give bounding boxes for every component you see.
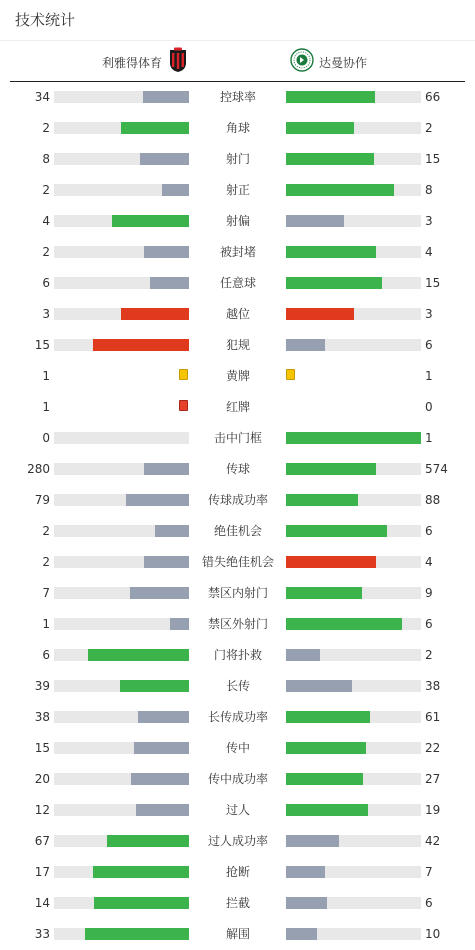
home-stat-bar-fill (121, 122, 189, 134)
away-stat-bar-fill (286, 618, 402, 630)
stat-label: 射门 (225, 152, 250, 166)
away-stat-bar-fill (286, 122, 354, 134)
stat-row (0, 454, 475, 485)
stat-label: 解围 (225, 927, 250, 941)
home-stat-bar-fill (85, 928, 189, 940)
home-stat-bar (54, 680, 189, 692)
away-stat-bar-fill (286, 835, 339, 847)
stat-row (0, 516, 475, 547)
away-stat-value: 15 (425, 276, 441, 290)
stat-row (0, 702, 475, 733)
stat-label: 传球 (225, 462, 250, 476)
away-stat-bar (286, 742, 421, 754)
home-stat-bar (54, 835, 189, 847)
home-stat-bar (54, 215, 189, 227)
away-stat-bar-fill (286, 866, 325, 878)
away-stat-bar (286, 215, 421, 227)
home-stat-bar-fill (170, 618, 189, 630)
home-stat-bar-fill (143, 91, 189, 103)
away-stat-bar-fill (286, 246, 376, 258)
away-stat-bar (286, 680, 421, 692)
home-stat-bar-fill (155, 525, 189, 537)
stat-row (0, 206, 475, 237)
away-stat-value: 6 (425, 338, 433, 352)
away-stat-bar (286, 122, 421, 134)
away-stat-value: 42 (425, 834, 441, 848)
away-stat-bar-fill (286, 897, 327, 909)
away-stat-bar (286, 308, 421, 320)
home-stat-bar (54, 153, 189, 165)
stat-label: 犯规 (225, 338, 250, 352)
away-stat-value: 9 (425, 586, 433, 600)
away-stat-value: 1 (425, 369, 433, 383)
home-stat-bar-fill (140, 153, 189, 165)
stat-row (0, 485, 475, 516)
away-stat-bar-fill (286, 649, 320, 661)
stat-label: 被封堵 (219, 245, 256, 259)
home-stat-bar (54, 184, 189, 196)
stat-row (0, 237, 475, 268)
stat-row (0, 857, 475, 888)
home-stat-value: 20 (34, 772, 50, 786)
stat-row (0, 423, 475, 454)
away-stat-value: 66 (425, 90, 441, 104)
home-stat-bar-fill (138, 711, 189, 723)
home-stat-bar (54, 308, 189, 320)
away-stat-value: 6 (425, 896, 433, 910)
stat-row (0, 919, 475, 950)
home-stat-bar (54, 339, 189, 351)
stat-label: 红牌 (225, 400, 250, 414)
stat-row (0, 299, 475, 330)
stat-label: 传球成功率 (207, 493, 268, 507)
home-stat-bar-fill (93, 866, 189, 878)
home-stat-bar (54, 587, 189, 599)
away-stat-bar (286, 711, 421, 723)
away-stat-bar (286, 463, 421, 475)
home-stat-bar (54, 463, 189, 475)
home-stat-value: 34 (34, 90, 50, 104)
stat-label: 抢断 (225, 865, 250, 879)
home-stat-value: 12 (34, 803, 50, 817)
away-stat-value: 7 (425, 865, 433, 879)
away-stat-bar-fill (286, 215, 344, 227)
stats-list (0, 82, 475, 950)
home-stat-value: 15 (34, 741, 50, 755)
stat-row (0, 764, 475, 795)
away-stat-bar-fill (286, 277, 382, 289)
home-stat-bar-fill (150, 277, 189, 289)
away-stat-bar-fill (286, 463, 376, 475)
home-team-name: 利雅得体育 (101, 55, 162, 70)
away-stat-bar (286, 153, 421, 165)
away-stat-bar-fill (286, 773, 363, 785)
away-stat-bar (286, 866, 421, 878)
away-stat-value: 6 (425, 617, 433, 631)
home-stat-value: 1 (42, 369, 50, 383)
away-stat-bar (286, 928, 421, 940)
away-team[interactable] (290, 46, 367, 78)
away-stat-bar-fill (286, 494, 358, 506)
home-stat-value: 280 (27, 462, 50, 476)
home-stat-bar-fill (107, 835, 189, 847)
home-stat-value: 8 (42, 152, 50, 166)
away-stat-bar (286, 649, 421, 661)
stat-label: 门将扑救 (213, 648, 262, 662)
home-stat-bar (54, 122, 189, 134)
away-stat-bar (286, 618, 421, 630)
home-stat-value: 6 (42, 276, 50, 290)
home-stat-bar (54, 711, 189, 723)
home-stat-bar (54, 494, 189, 506)
away-stat-bar (286, 897, 421, 909)
away-stat-value: 22 (425, 741, 441, 755)
away-stat-bar (286, 525, 421, 537)
home-stat-value: 0 (42, 431, 50, 445)
home-stat-bar-fill (126, 494, 189, 506)
stat-row (0, 888, 475, 919)
home-stat-value: 33 (34, 927, 50, 941)
away-stat-value: 574 (425, 462, 448, 476)
away-stat-bar (286, 804, 421, 816)
away-stat-bar-fill (286, 308, 354, 320)
home-stat-value: 2 (42, 245, 50, 259)
home-stat-value: 2 (42, 183, 50, 197)
home-stat-value: 2 (42, 524, 50, 538)
home-stat-bar (54, 928, 189, 940)
away-stat-value: 88 (425, 493, 441, 507)
title-divider (0, 40, 475, 41)
away-stat-bar (286, 773, 421, 785)
home-stat-bar-fill (134, 742, 189, 754)
stat-label: 过人 (225, 803, 250, 817)
home-stat-bar-fill (144, 246, 189, 258)
home-stat-bar (54, 525, 189, 537)
away-stat-bar-fill (286, 742, 366, 754)
stat-row (0, 268, 475, 299)
away-stat-bar-fill (286, 711, 370, 723)
home-stat-value: 3 (42, 307, 50, 321)
home-stat-value: 17 (34, 865, 50, 879)
away-stat-bar-fill (286, 680, 352, 692)
stat-label: 角球 (225, 121, 250, 135)
away-stat-value: 19 (425, 803, 441, 817)
home-team-logo-icon (168, 47, 188, 77)
home-stat-value: 6 (42, 648, 50, 662)
stat-row (0, 826, 475, 857)
away-stat-bar (286, 835, 421, 847)
home-stat-value: 79 (34, 493, 50, 507)
stat-label: 任意球 (219, 276, 256, 290)
stat-row (0, 671, 475, 702)
home-stat-bar (54, 556, 189, 568)
home-stat-value: 38 (34, 710, 50, 724)
home-stat-bar-fill (136, 804, 189, 816)
home-stat-bar-fill (162, 184, 189, 196)
away-stat-value: 0 (425, 400, 433, 414)
away-stat-value: 2 (425, 648, 433, 662)
away-team-logo-icon (290, 48, 314, 76)
home-stat-value: 4 (42, 214, 50, 228)
away-stat-value: 1 (425, 431, 433, 445)
away-stat-bar (286, 556, 421, 568)
stat-label: 控球率 (219, 90, 256, 104)
stat-row (0, 175, 475, 206)
home-stat-value: 14 (34, 896, 50, 910)
away-stat-bar (286, 184, 421, 196)
stat-row (0, 578, 475, 609)
stat-row (0, 113, 475, 144)
home-stat-bar (54, 91, 189, 103)
away-team-name: 达曼协作 (319, 55, 368, 70)
stat-row (0, 640, 475, 671)
stat-row (0, 795, 475, 826)
stat-label: 越位 (225, 307, 250, 321)
home-stat-bar (54, 773, 189, 785)
away-stat-bar (286, 246, 421, 258)
home-stat-bar (54, 432, 189, 444)
away-stat-bar-fill (286, 432, 421, 444)
stat-label: 禁区内射门 (207, 586, 268, 600)
home-stat-bar (54, 277, 189, 289)
stat-row (0, 609, 475, 640)
red-card-icon (179, 400, 188, 411)
home-stat-bar (54, 897, 189, 909)
away-stat-bar-fill (286, 184, 394, 196)
home-stat-bar-fill (121, 308, 189, 320)
away-stat-value: 3 (425, 214, 433, 228)
away-stat-value: 10 (425, 927, 441, 941)
stat-label: 射偏 (225, 214, 250, 228)
stat-label: 绝佳机会 (213, 524, 262, 538)
away-stat-value: 2 (425, 121, 433, 135)
home-stat-bar-fill (120, 680, 189, 692)
away-stat-value: 3 (425, 307, 433, 321)
stat-label: 传中成功率 (207, 772, 268, 786)
away-stat-bar (286, 494, 421, 506)
away-stat-value: 4 (425, 555, 433, 569)
home-stat-value: 39 (34, 679, 50, 693)
away-stat-bar (286, 587, 421, 599)
stat-label: 长传 (225, 679, 250, 693)
away-stat-bar-fill (286, 91, 375, 103)
stat-label: 击中门框 (213, 431, 262, 445)
home-stat-bar-fill (130, 587, 189, 599)
home-stat-bar-fill (144, 463, 189, 475)
away-stat-value: 61 (425, 710, 441, 724)
teams-header (0, 46, 475, 78)
stat-label: 禁区外射门 (207, 617, 268, 631)
away-stat-bar-fill (286, 153, 374, 165)
home-team[interactable] (102, 46, 188, 78)
away-stat-value: 4 (425, 245, 433, 259)
page-title: 技术统计 (15, 11, 76, 29)
home-stat-bar-fill (131, 773, 189, 785)
stat-label: 长传成功率 (207, 710, 268, 724)
stat-label: 传中 (225, 741, 250, 755)
away-stat-value: 8 (425, 183, 433, 197)
home-stat-bar-fill (94, 897, 189, 909)
stat-row (0, 330, 475, 361)
home-stat-bar (54, 742, 189, 754)
away-stat-bar-fill (286, 339, 325, 351)
home-stat-value: 1 (42, 400, 50, 414)
home-stat-bar (54, 804, 189, 816)
away-stat-bar (286, 91, 421, 103)
stat-row (0, 733, 475, 764)
away-stat-bar-fill (286, 804, 368, 816)
away-stat-bar (286, 339, 421, 351)
yellow-card-icon (286, 369, 295, 380)
home-stat-bar-fill (112, 215, 189, 227)
home-stat-bar-fill (88, 649, 189, 661)
stat-label: 错失绝佳机会 (201, 555, 274, 569)
home-stat-value: 1 (42, 617, 50, 631)
away-stat-bar-fill (286, 556, 376, 568)
home-stat-value: 2 (42, 121, 50, 135)
home-stat-value: 15 (34, 338, 50, 352)
stat-row (0, 144, 475, 175)
stat-label: 射正 (225, 183, 250, 197)
home-stat-value: 67 (34, 834, 50, 848)
away-stat-bar (286, 432, 421, 444)
home-stat-bar (54, 649, 189, 661)
away-stat-bar-fill (286, 928, 317, 940)
away-stat-bar-fill (286, 525, 387, 537)
yellow-card-icon (179, 369, 188, 380)
stat-row (0, 82, 475, 113)
home-stat-bar-fill (93, 339, 189, 351)
home-stat-bar (54, 618, 189, 630)
away-stat-bar (286, 277, 421, 289)
away-stat-bar-fill (286, 587, 362, 599)
stat-label: 黄牌 (225, 369, 250, 383)
away-stat-value: 15 (425, 152, 441, 166)
home-stat-bar (54, 246, 189, 258)
home-stat-bar-fill (144, 556, 189, 568)
stat-row (0, 392, 475, 423)
stat-label: 拦截 (225, 896, 250, 910)
away-stat-value: 6 (425, 524, 433, 538)
stat-row (0, 361, 475, 392)
stat-row (0, 547, 475, 578)
away-stat-value: 27 (425, 772, 441, 786)
away-stat-value: 38 (425, 679, 441, 693)
home-stat-value: 7 (42, 586, 50, 600)
home-stat-bar (54, 866, 189, 878)
stat-label: 过人成功率 (207, 834, 268, 848)
home-stat-value: 2 (42, 555, 50, 569)
